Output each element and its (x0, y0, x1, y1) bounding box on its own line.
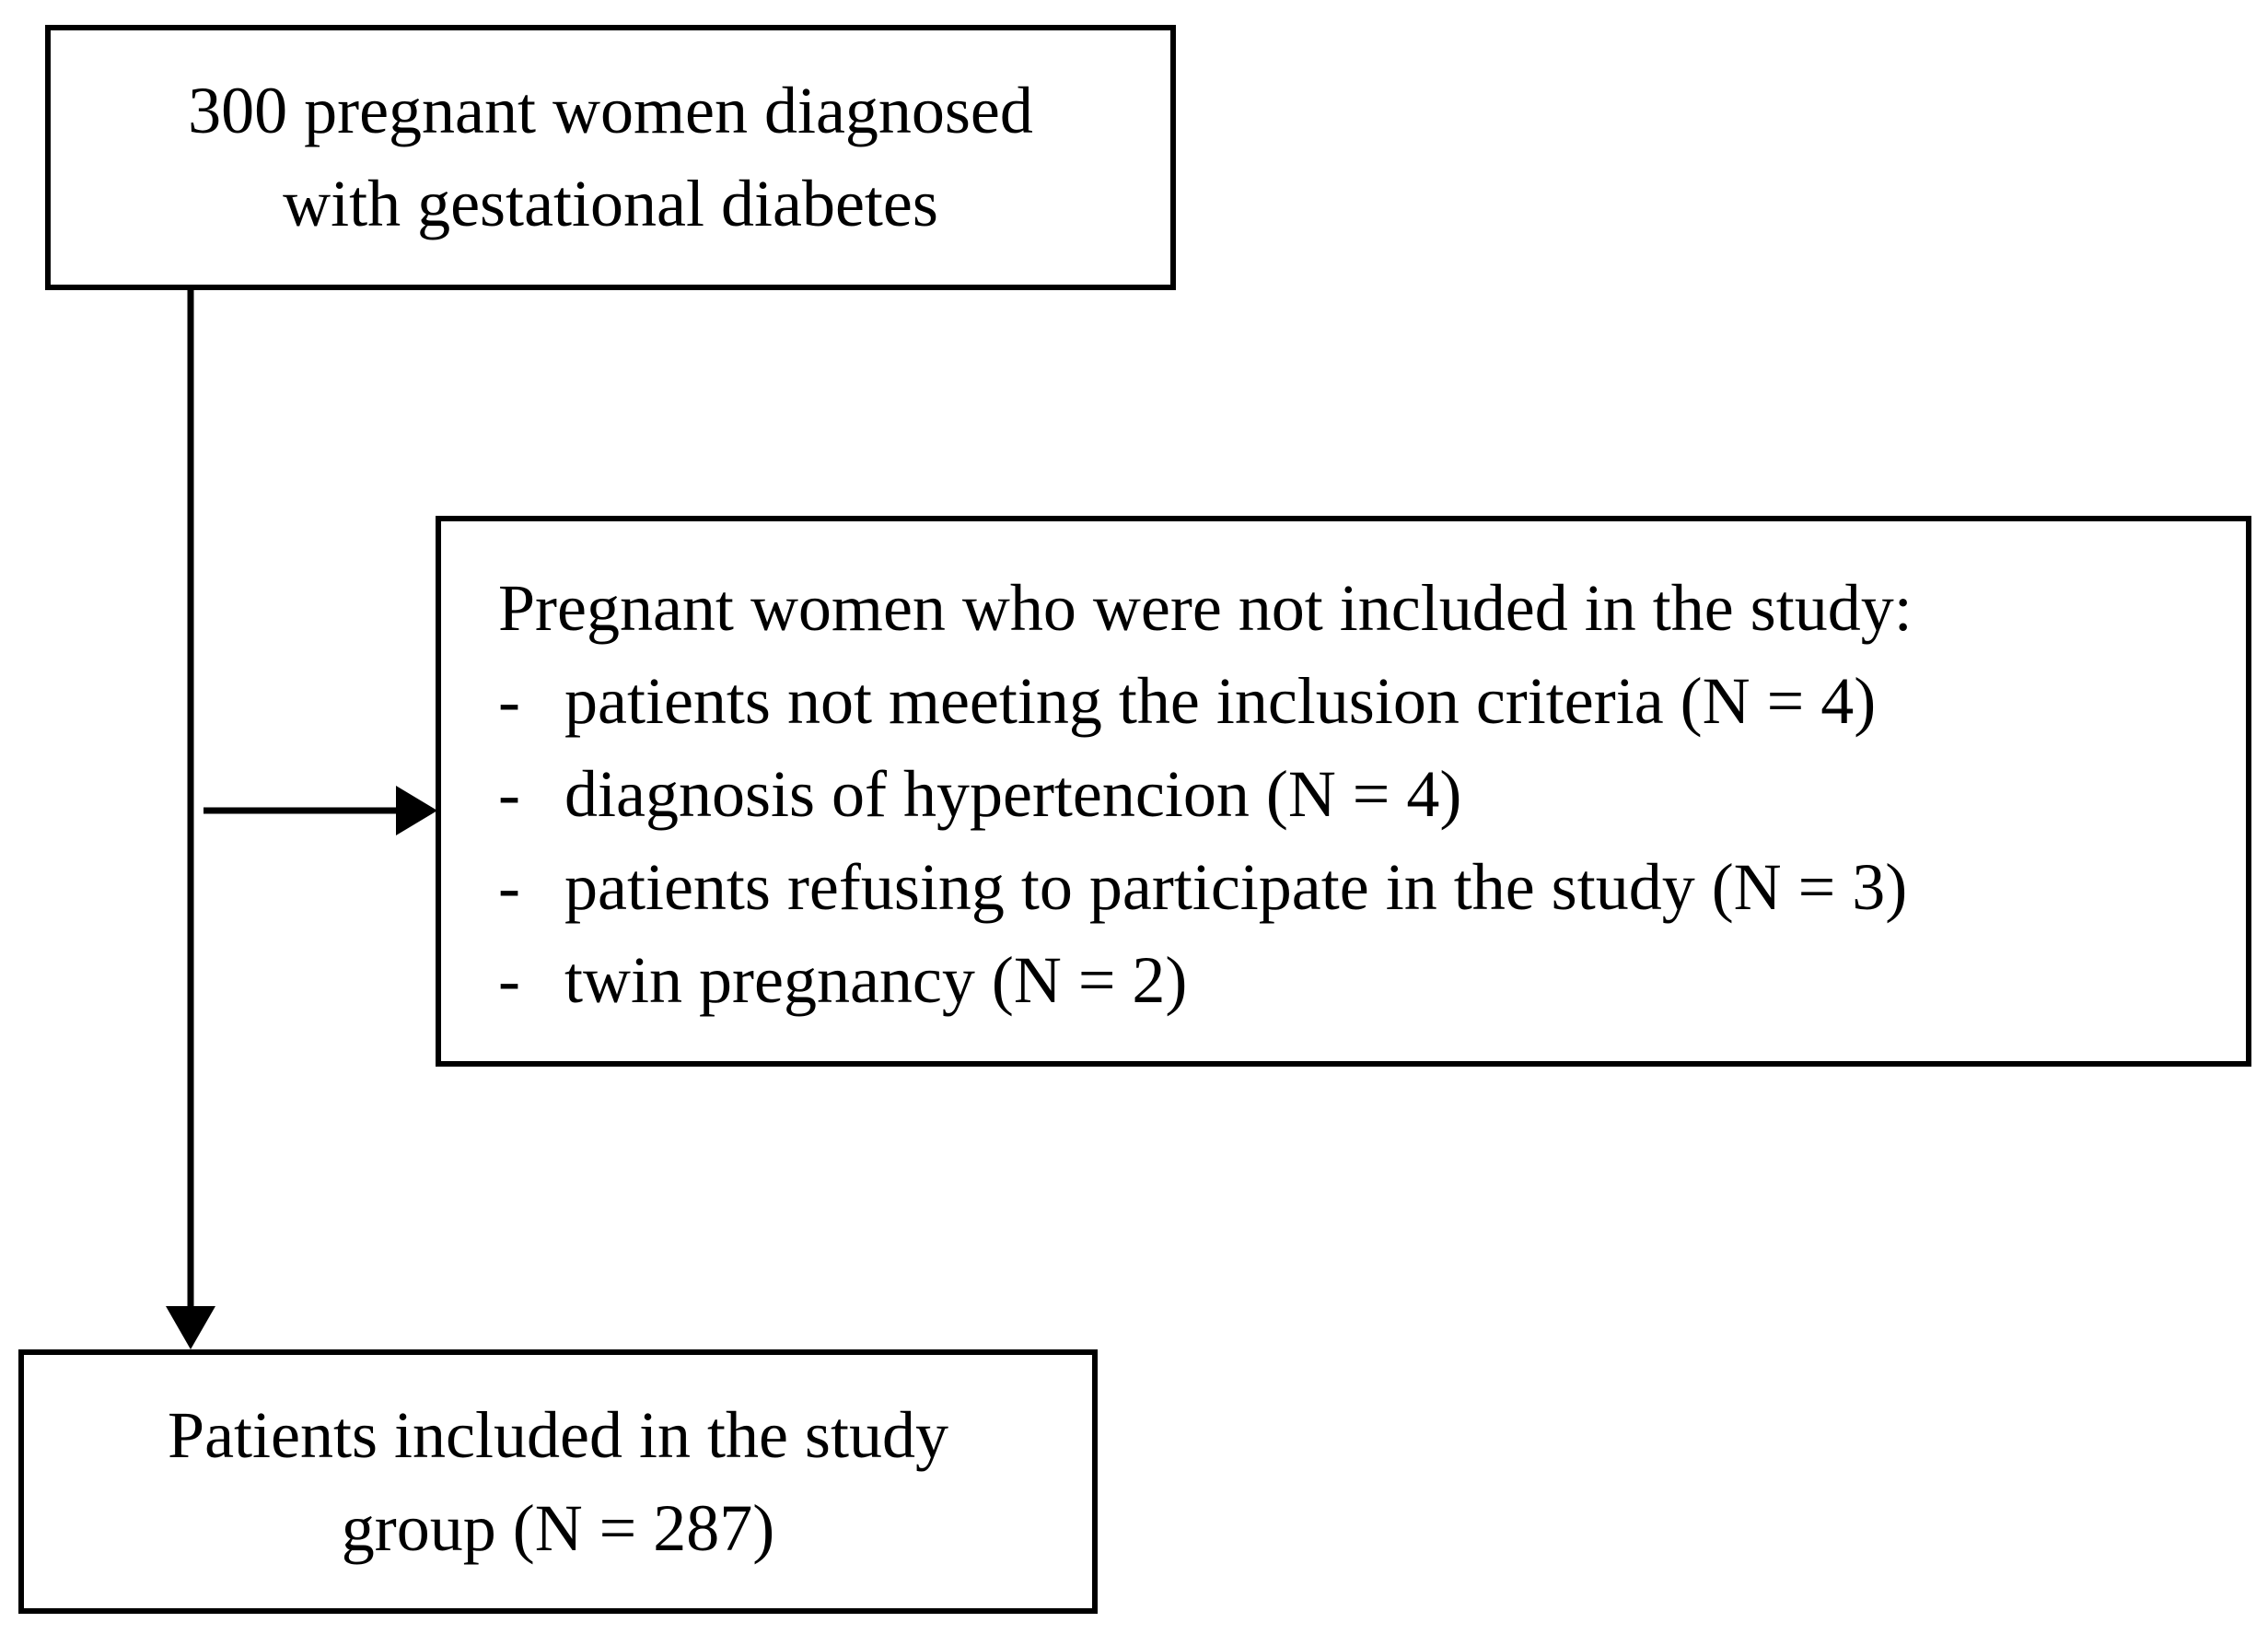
exclusion-list (498, 655, 1907, 1027)
study-group-text-line-2: group (N = 287) (341, 1490, 775, 1565)
exclusion-bullet: - (498, 664, 520, 738)
exclusion-bullet: - (498, 943, 520, 1017)
exclusion-item-text: patients refusing to participate in the study (N = 3) (564, 850, 1908, 924)
enrollment-text-line-1: 300 pregnant women diagnosed (188, 74, 1033, 147)
exclusion-item-text: diagnosis of hypertencion (N = 4) (564, 757, 1462, 831)
exclusion-item (498, 841, 1907, 934)
exclusion-item-text: twin pregnancy (N = 2) (564, 943, 1188, 1017)
exclusion-item (498, 934, 1907, 1027)
study-group-text-line-1: Patients included in the study (168, 1397, 948, 1472)
exclusion-branch-arrowhead (396, 786, 437, 835)
main-flow-arrowhead (166, 1306, 215, 1349)
exclusion-item (498, 655, 1907, 748)
enrollment-box (45, 25, 1176, 290)
exclusion-box (436, 516, 2251, 1067)
exclusion-bullet: - (498, 850, 520, 924)
study-group-box (18, 1349, 1098, 1614)
exclusion-heading: Pregnant women who were not included in the study: (498, 571, 1913, 645)
exclusion-item (498, 748, 1907, 841)
exclusion-item-text: patients not meeting the inclusion criteria (N = 4) (564, 664, 1877, 738)
exclusion-bullet: - (498, 757, 520, 831)
enrollment-text-line-2: with gestational diabetes (283, 167, 938, 240)
